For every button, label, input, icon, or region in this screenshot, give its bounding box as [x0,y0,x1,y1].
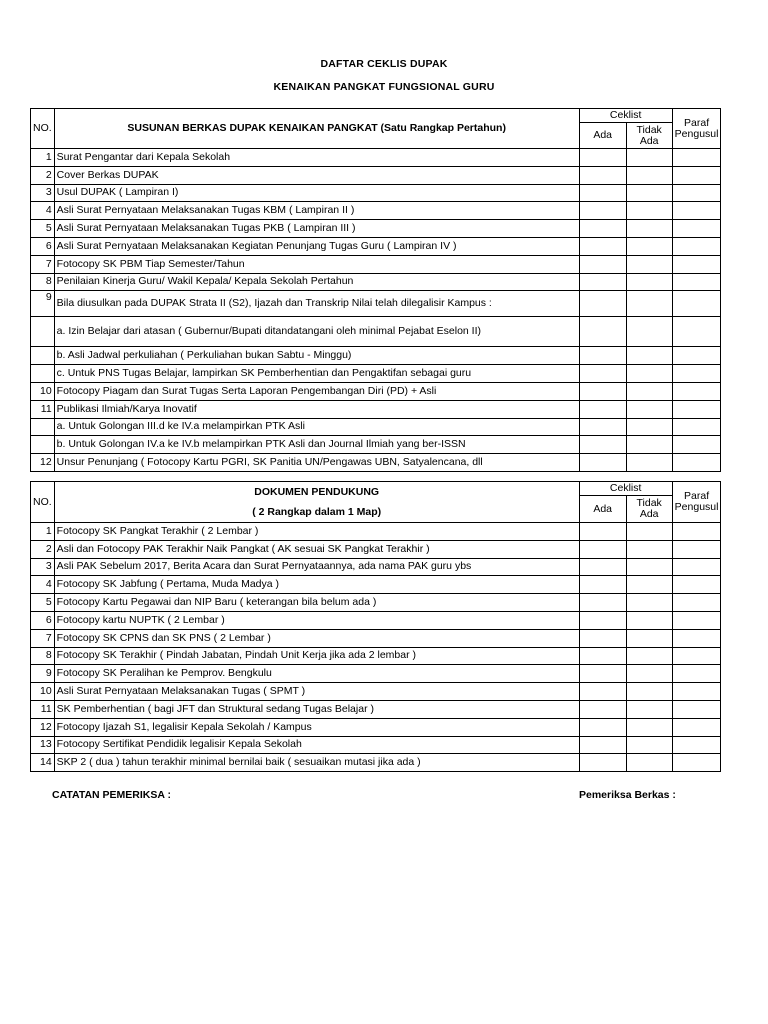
paraf-cell[interactable] [672,736,721,754]
ada-checkbox-cell[interactable] [579,454,626,472]
paraf-cell[interactable] [672,184,721,202]
paraf-cell[interactable] [672,718,721,736]
ceklist-header: Ceklist [579,482,672,496]
ada-header: Ada [579,496,626,523]
row-item: Publikasi Ilmiah/Karya Inovatif [54,400,579,418]
paraf-cell[interactable] [672,454,721,472]
ada-checkbox-cell[interactable] [579,629,626,647]
tidak-ada-checkbox-cell[interactable] [626,317,672,347]
berkas-dupak-table [30,108,721,472]
tidak-ada-checkbox-cell[interactable] [626,665,672,683]
paraf-cell[interactable] [672,665,721,683]
ada-checkbox-cell[interactable] [579,718,626,736]
row-item: SKP 2 ( dua ) tahun terakhir minimal bernilai baik ( sesuaikan mutasi jika ada ) [54,754,579,772]
ada-checkbox-cell[interactable] [579,400,626,418]
paraf-cell[interactable] [672,273,721,291]
table-row [31,523,721,541]
paraf-cell[interactable] [672,436,721,454]
paraf-cell[interactable] [672,418,721,436]
tidak-ada-checkbox-cell[interactable] [626,629,672,647]
row-item: Fotocopy SK Peralihan ke Pemprov. Bengkulu [54,665,579,683]
row-number: 1 [31,149,55,167]
row-item: b. Untuk Golongan IV.a ke IV.b melampirkan PTK Asli dan Journal Ilmiah yang ber-ISSN [54,436,579,454]
tidak-ada-checkbox-cell[interactable] [626,220,672,238]
tidak-ada-checkbox-cell[interactable] [626,382,672,400]
table-row [31,665,721,683]
row-number: 4 [31,576,55,594]
row-number: 5 [31,594,55,612]
row-item: Asli PAK Sebelum 2017, Berita Acara dan Surat Pernyataannya, ada nama PAK guru ybs [54,558,579,576]
table-row [31,220,721,238]
paraf-cell[interactable] [672,594,721,612]
dokumen-pendukung-table [30,481,721,772]
ada-checkbox-cell[interactable] [579,576,626,594]
ceklist-header: Ceklist [579,109,672,123]
row-number: 11 [31,700,55,718]
table-row [31,166,721,184]
row-item: a. Izin Belajar dari atasan ( Gubernur/Bupati ditandatangani oleh minimal Pejabat Eselon II) [54,317,579,347]
paraf-header: Paraf Pengusul [672,482,721,523]
table-row [31,273,721,291]
paraf-cell[interactable] [672,382,721,400]
row-number: 12 [31,454,55,472]
table-row [31,454,721,472]
tidak-ada-checkbox-cell[interactable] [626,594,672,612]
tidak-ada-checkbox-cell[interactable] [626,540,672,558]
tidak-ada-checkbox-cell[interactable] [626,184,672,202]
row-item: Cover Berkas DUPAK [54,166,579,184]
tidak-ada-header: Tidak Ada [626,496,672,523]
paraf-cell[interactable] [672,317,721,347]
table-row [31,594,721,612]
ada-checkbox-cell[interactable] [579,255,626,273]
tidak-ada-checkbox-cell[interactable] [626,700,672,718]
row-item: Asli Surat Pernyataan Melaksanakan Tugas ( SPMT ) [54,683,579,701]
tidak-ada-checkbox-cell[interactable] [626,754,672,772]
main-header-title: DOKUMEN PENDUKUNG [254,486,380,498]
paraf-cell[interactable] [672,754,721,772]
ada-checkbox-cell[interactable] [579,317,626,347]
ada-checkbox-cell[interactable] [579,436,626,454]
row-number: 10 [31,382,55,400]
row-number: 3 [31,558,55,576]
no-header: NO. [31,482,55,523]
main-header-subtitle: ( 2 Rangkap dalam 1 Map) [252,506,382,518]
table-row [31,754,721,772]
table-row [31,540,721,558]
row-item: Fotocopy SK Jabfung ( Pertama, Muda Madya ) [54,576,579,594]
table-row [31,683,721,701]
row-item: Asli dan Fotocopy PAK Terakhir Naik Pangkat ( AK sesuai SK Pangkat Terakhir ) [54,540,579,558]
tidak-ada-checkbox-cell[interactable] [626,454,672,472]
tidak-ada-checkbox-cell[interactable] [626,523,672,541]
pemeriksa-berkas: Pemeriksa Berkas : [579,789,676,801]
main-header: SUSUNAN BERKAS DUPAK KENAIKAN PANGKAT (Satu Rangkap Pertahun) [54,109,579,149]
ada-checkbox-cell[interactable] [579,347,626,365]
ada-checkbox-cell[interactable] [579,558,626,576]
row-number [31,317,55,347]
row-number [31,418,55,436]
main-header [54,482,579,523]
row-item: c. Untuk PNS Tugas Belajar, lampirkan SK Pemberhentian dan Pengaktifan sebagai guru [54,365,579,383]
table-row [31,647,721,665]
ada-checkbox-cell[interactable] [579,540,626,558]
tidak-ada-checkbox-cell[interactable] [626,237,672,255]
row-item: Unsur Penunjang ( Fotocopy Kartu PGRI, SK Panitia UN/Pengawas UBN, Satyalencana, dll [54,454,579,472]
row-number: 2 [31,166,55,184]
row-number: 4 [31,202,55,220]
row-number: 1 [31,523,55,541]
paraf-cell[interactable] [672,166,721,184]
row-item: Fotocopy SK CPNS dan SK PNS ( 2 Lembar ) [54,629,579,647]
ada-checkbox-cell[interactable] [579,220,626,238]
row-item: Fotocopy SK Pangkat Terakhir ( 2 Lembar ) [54,523,579,541]
table-row [31,400,721,418]
tidak-ada-checkbox-cell[interactable] [626,365,672,383]
table-row [31,576,721,594]
paraf-cell[interactable] [672,629,721,647]
row-item: Fotocopy Kartu Pegawai dan NIP Baru ( keterangan bila belum ada ) [54,594,579,612]
row-number: 3 [31,184,55,202]
row-number [31,365,55,383]
table-row [31,436,721,454]
ada-checkbox-cell[interactable] [579,202,626,220]
row-item: Fotocopy SK Terakhir ( Pindah Jabatan, Pindah Unit Kerja jika ada 2 lembar ) [54,647,579,665]
ada-checkbox-cell[interactable] [579,700,626,718]
table-row [31,347,721,365]
row-item: Bila diusulkan pada DUPAK Strata II (S2), Ijazah dan Transkrip Nilai telah dilegalisir Kampus : [54,291,579,317]
tidak-ada-checkbox-cell[interactable] [626,149,672,167]
paraf-cell[interactable] [672,220,721,238]
tidak-ada-checkbox-cell[interactable] [626,736,672,754]
row-number: 5 [31,220,55,238]
table-row [31,291,721,317]
row-number: 10 [31,683,55,701]
tidak-ada-checkbox-cell[interactable] [626,400,672,418]
row-item: b. Asli Jadwal perkuliahan ( Perkuliahan bukan Sabtu - Minggu) [54,347,579,365]
paraf-header: Paraf Pengusul [672,109,721,149]
paraf-cell[interactable] [672,700,721,718]
ada-checkbox-cell[interactable] [579,237,626,255]
row-item: Fotocopy Piagam dan Surat Tugas Serta Laporan Pengembangan Diri (PD) + Asli [54,382,579,400]
row-item: Fotocopy kartu NUPTK ( 2 Lembar ) [54,611,579,629]
paraf-cell[interactable] [672,347,721,365]
row-number: 13 [31,736,55,754]
ada-checkbox-cell[interactable] [579,166,626,184]
catatan-pemeriksa: CATATAN PEMERIKSA : [52,789,171,801]
paraf-cell[interactable] [672,647,721,665]
row-number: 8 [31,647,55,665]
ada-checkbox-cell[interactable] [579,665,626,683]
paraf-cell[interactable] [672,237,721,255]
ada-checkbox-cell[interactable] [579,184,626,202]
paraf-cell[interactable] [672,683,721,701]
ada-checkbox-cell[interactable] [579,683,626,701]
paraf-cell[interactable] [672,400,721,418]
tidak-ada-checkbox-cell[interactable] [626,347,672,365]
paraf-cell[interactable] [672,540,721,558]
tidak-ada-checkbox-cell[interactable] [626,202,672,220]
table-row [31,237,721,255]
row-number: 2 [31,540,55,558]
table-row [31,611,721,629]
row-number: 6 [31,237,55,255]
table-row [31,149,721,167]
paraf-cell[interactable] [672,523,721,541]
row-number: 14 [31,754,55,772]
row-item: Penilaian Kinerja Guru/ Wakil Kepala/ Kepala Sekolah Pertahun [54,273,579,291]
row-number: 7 [31,629,55,647]
ada-checkbox-cell[interactable] [579,273,626,291]
table-row [31,382,721,400]
paraf-cell[interactable] [672,558,721,576]
document-subtitle: KENAIKAN PANGKAT FUNGSIONAL GURU [273,81,495,93]
paraf-cell[interactable] [672,576,721,594]
tidak-ada-checkbox-cell[interactable] [626,683,672,701]
tidak-ada-checkbox-cell[interactable] [626,611,672,629]
table-row [31,558,721,576]
table-row [31,418,721,436]
table-row [31,184,721,202]
row-number: 9 [31,665,55,683]
row-item: Fotocopy Ijazah S1, legalisir Kepala Sekolah / Kampus [54,718,579,736]
row-number: 6 [31,611,55,629]
no-header: NO. [31,109,55,149]
row-item: SK Pemberhentian ( bagi JFT dan Struktural sedang Tugas Belajar ) [54,700,579,718]
row-number: 12 [31,718,55,736]
row-item: Surat Pengantar dari Kepala Sekolah [54,149,579,167]
row-number [31,347,55,365]
tidak-ada-checkbox-cell[interactable] [626,273,672,291]
row-item: Fotocopy SK PBM Tiap Semester/Tahun [54,255,579,273]
row-number: 11 [31,400,55,418]
document-title: DAFTAR CEKLIS DUPAK [320,58,448,70]
tidak-ada-checkbox-cell[interactable] [626,558,672,576]
tidak-ada-checkbox-cell[interactable] [626,718,672,736]
row-number: 9 [31,291,55,317]
table-row [31,317,721,347]
row-item: Asli Surat Pernyataan Melaksanakan Tugas KBM ( Lampiran II ) [54,202,579,220]
row-item: Fotocopy Sertifikat Pendidik legalisir Kepala Sekolah [54,736,579,754]
tidak-ada-checkbox-cell[interactable] [626,255,672,273]
row-item: a. Untuk Golongan III.d ke IV.a melampirkan PTK Asli [54,418,579,436]
ada-checkbox-cell[interactable] [579,594,626,612]
paraf-cell[interactable] [672,291,721,317]
ada-checkbox-cell[interactable] [579,291,626,317]
table-row [31,736,721,754]
ada-checkbox-cell[interactable] [579,149,626,167]
tidak-ada-checkbox-cell[interactable] [626,291,672,317]
ada-checkbox-cell[interactable] [579,647,626,665]
row-number [31,436,55,454]
tidak-ada-checkbox-cell[interactable] [626,436,672,454]
tidak-ada-header: Tidak Ada [626,123,672,149]
ada-header: Ada [579,123,626,149]
paraf-cell[interactable] [672,255,721,273]
tidak-ada-checkbox-cell[interactable] [626,418,672,436]
row-item: Asli Surat Pernyataan Melaksanakan Tugas PKB ( Lampiran III ) [54,220,579,238]
ada-checkbox-cell[interactable] [579,736,626,754]
paraf-cell[interactable] [672,365,721,383]
ada-checkbox-cell[interactable] [579,523,626,541]
ada-checkbox-cell[interactable] [579,365,626,383]
row-number: 8 [31,273,55,291]
paraf-cell[interactable] [672,149,721,167]
tidak-ada-checkbox-cell[interactable] [626,166,672,184]
table-row [31,202,721,220]
row-item: Usul DUPAK ( Lampiran I) [54,184,579,202]
tidak-ada-checkbox-cell[interactable] [626,576,672,594]
ada-checkbox-cell[interactable] [579,382,626,400]
paraf-cell[interactable] [672,202,721,220]
ada-checkbox-cell[interactable] [579,418,626,436]
ada-checkbox-cell[interactable] [579,754,626,772]
paraf-cell[interactable] [672,611,721,629]
table-row [31,365,721,383]
row-number: 7 [31,255,55,273]
table-row [31,700,721,718]
tidak-ada-checkbox-cell[interactable] [626,647,672,665]
table-row [31,255,721,273]
row-item: Asli Surat Pernyataan Melaksanakan Kegiatan Penunjang Tugas Guru ( Lampiran IV ) [54,237,579,255]
table-row [31,629,721,647]
table-row [31,718,721,736]
ada-checkbox-cell[interactable] [579,611,626,629]
